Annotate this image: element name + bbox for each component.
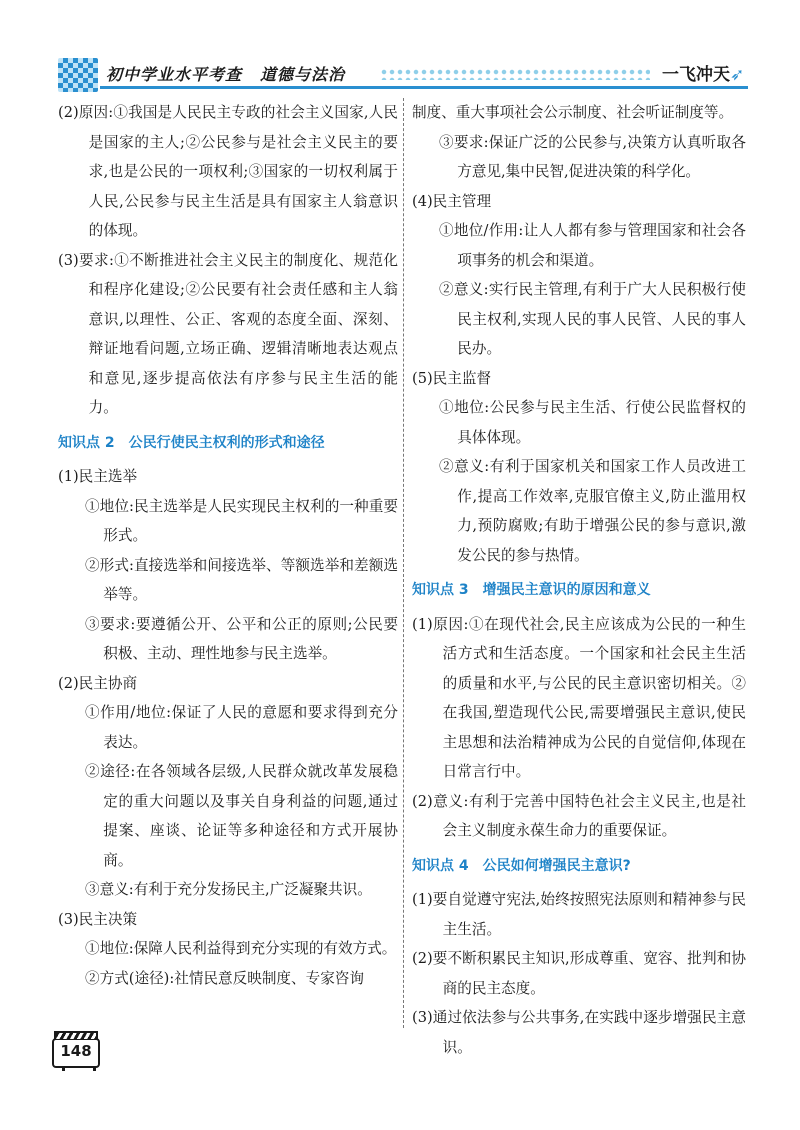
column-divider — [403, 98, 405, 1028]
list-item: (2)民主协商 — [58, 674, 138, 692]
left-column — [58, 98, 398, 993]
list-item: (2)要不断积累民主知识,形成尊重、宽容、批判和协商的民主态度。 — [412, 950, 746, 997]
list-item: (5)民主监督 — [412, 369, 492, 387]
list-item: (3)民主决策 — [58, 910, 138, 928]
list-item: (3)要求:①不断推进社会主义民主的制度化、规范化和程序化建设;②公民要有社会责任感和主人翁意识,以理性、公正、客观的态度全面、深刻、辩证地看问题,立场正确、逻辑清晰地表达观点和意见,逐步提高依法有序参与民主生活的能力。 — [58, 251, 398, 416]
badge-feet — [62, 1067, 96, 1071]
page-header — [0, 48, 800, 98]
sub-item: ①作用/地位:保证了人民的意愿和要求得到充分表达。 — [85, 704, 398, 751]
section-heading: 知识点 3 增强民主意识的原因和意义 — [412, 582, 651, 598]
sub-item: ②方式(途径):社情民意反映制度、专家咨询 — [85, 969, 364, 987]
list-item: (2)原因:①我国是人民民主专政的社会主义国家,人民是国家的主人;②公民参与是社会主义民主的要求,也是公民的一项权利;③国家的一切权利属于人民,公民参与民主生活是具有国家主人翁意识的体现。 — [58, 104, 398, 239]
section-heading: 知识点 2 公民行使民主权利的形式和途径 — [58, 434, 325, 451]
checker-logo-icon — [58, 58, 98, 92]
page-number: 148 — [60, 1042, 92, 1060]
brand-text: 一飞冲天 — [662, 65, 730, 85]
sub-item: ③要求:要遵循公开、公平和公正的原则;公民要积极、主动、理性地参与民主选举。 — [85, 615, 398, 662]
series-title: 初中学业水平考查 — [106, 65, 243, 84]
list-item: (3)通过依法参与公共事务,在实践中逐步增强民主意识。 — [412, 1009, 746, 1056]
section-heading: 知识点 4 公民如何增强民主意识? — [412, 857, 631, 874]
list-item: (2)意义:有利于完善中国特色社会主义民主,也是社会主义制度永葆生命力的重要保证。 — [412, 792, 746, 839]
header-rule — [100, 86, 748, 89]
subject-title: 道德与法治 — [260, 65, 346, 84]
sub-item: ③意义:有利于充分发扬民主,广泛凝聚共识。 — [85, 881, 372, 898]
page-number-badge — [52, 1038, 100, 1068]
sub-item: ①地位/作用:让人人都有参与管理国家和社会各项事务的机会和渠道。 — [439, 222, 746, 269]
sub-item: ③要求:保证广泛的公民参与,决策方认真听取各方意见,集中民智,促进决策的科学化。 — [439, 133, 746, 180]
right-column — [412, 98, 746, 1062]
swoosh-icon: ➶ — [730, 65, 745, 85]
sub-item: ①地位:民主选举是人民实现民主权利的一种重要形式。 — [85, 497, 398, 544]
list-item: (1)原因:①在现代社会,民主应该成为公民的一种生活方式和生活态度。一个国家和社会民主生活的质量和水平,与公民的民主意识密切相关。②在我国,塑造现代公民,需要增强民主意识,使民主思想和法治精神成为公民的自觉信仰,体现在日常言行中。 — [412, 615, 746, 780]
header-dots-decoration — [380, 68, 650, 80]
list-item: (1)要自觉遵守宪法,始终按照宪法原则和精神参与民主生活。 — [412, 891, 746, 938]
list-item: (4)民主管理 — [412, 192, 492, 210]
continued-text: 制度、重大事项社会公示制度、社会听证制度等。 — [412, 104, 734, 121]
sub-item: ②意义:有利于国家机关和国家工作人员改进工作,提高工作效率,克服官僚主义,防止滥用权力,预防腐败;有助于增强公民的参与意识,激发公民的参与热情。 — [439, 458, 746, 564]
list-item: (1)民主选举 — [58, 468, 138, 485]
header-title — [106, 62, 345, 84]
sub-item: ②形式:直接选举和间接选举、等额选举和差额选举等。 — [85, 556, 398, 603]
sub-item: ②途径:在各领域各层级,人民群众就改革发展稳定的重大问题以及事关自身利益的问题,通过提案、座谈、论证等多种途径和方式开展协商。 — [85, 763, 398, 869]
sub-item: ①地位:保障人民利益得到充分实现的有效方式。 — [85, 940, 397, 957]
clapper-stripes-icon — [54, 1031, 98, 1039]
brand-logo — [662, 60, 744, 85]
sub-item: ①地位:公民参与民主生活、行使公民监督权的具体体现。 — [439, 399, 746, 446]
sub-item: ②意义:实行民主管理,有利于广大人民积极行使民主权利,实现人民的事人民管、人民的事人民办。 — [439, 281, 746, 357]
